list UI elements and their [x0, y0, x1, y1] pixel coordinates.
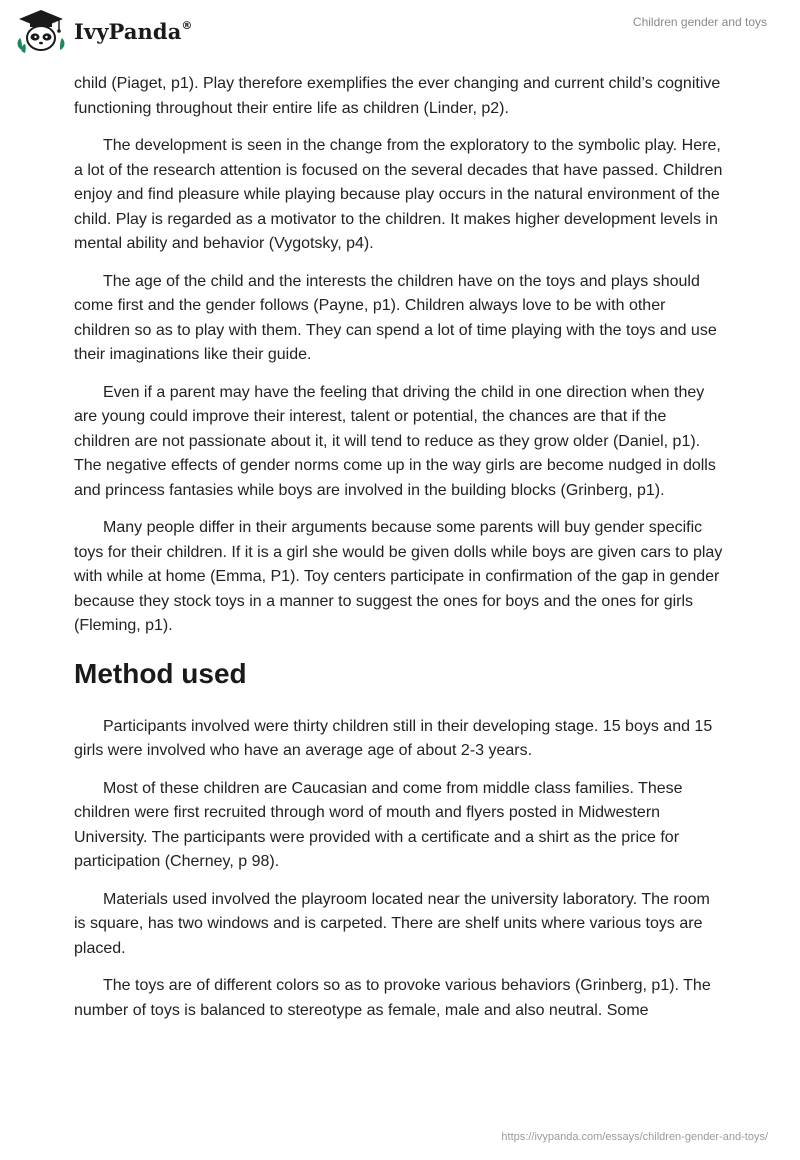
paragraph: Most of these children are Caucasian and come from middle class families. These children were first recruited through word of mouth and flyers posted in Midwestern University. The participants were provided with a certificate and a shirt as the price for participation (Cherney, p 98).	[74, 779, 683, 870]
document-title: Children gender and toys	[632, 15, 767, 29]
paragraph: The development is seen in the change from the exploratory to the symbolic play. Here, a lot of the research attention is focused on the several decades that have passed. Children enjoy and find pleasure while playing because play occurs in the natural environment of the child. Play is regarded as a motivator to the children. It makes higher development levels in mental ability and behavior (Vygotsky, p4).	[74, 137, 723, 252]
source-url[interactable]: https://ivypanda.com/essays/children-gender-and-toys/	[501, 1131, 768, 1143]
panda-graduate-icon	[14, 8, 68, 54]
paragraph: Many people differ in their arguments because some parents will buy gender specific toys for their children. If it is a girl she would be given dolls while boys are given cars to play with while at home (Emma, P1). Toy centers participate in confirmation of the gap in gender because they stock toys in a manner to suggest the ones for boys and the ones for girls (Fleming, p1).	[74, 519, 723, 634]
brand-name[interactable]: IvyPanda®	[74, 18, 193, 44]
paragraph: The age of the child and the interests the children have on the toys and plays should come first and the gender follows (Payne, p1). Children always love to be with other children so as to play with them. They can spend a lot of time playing with the toys and use their imaginations like their guide.	[74, 272, 717, 363]
paragraph: child (Piaget, p1). Play therefore exemplifies the ever changing and current child’s cognitive functioning throughout their entire life as children (Linder, p2).	[74, 75, 721, 117]
paragraph: Materials used involved the playroom located near the university laboratory. The room is square, has two windows and is carpeted. There are shelf units where various toys are placed.	[74, 890, 710, 957]
page-header	[0, 0, 800, 70]
logo[interactable]	[14, 8, 193, 54]
paragraph: The toys are of different colors so as to provoke various behaviors (Grinberg, p1). The number of toys is balanced to stereotype as female, male and also neutral. Some	[74, 977, 711, 1019]
paragraph: Even if a parent may have the feeling that driving the child in one direction when they are young could improve their interest, talent or potential, the chances are that if the children are not passionate about it, it will tend to reduce as they grow older (Daniel, p1). The negative effects of gender norms come up in the way girls are become nudged in dolls and princess fantasies while boys are involved in the building blocks (Grinberg, p1).	[74, 383, 716, 499]
trademark-mark: ®	[181, 18, 193, 32]
paragraph: Participants involved were thirty children still in their developing stage. 15 boys and 15 girls were involved who have an average age of about 2-3 years.	[74, 717, 713, 759]
section-heading: Method used	[74, 657, 247, 689]
essay-body	[74, 72, 724, 1036]
